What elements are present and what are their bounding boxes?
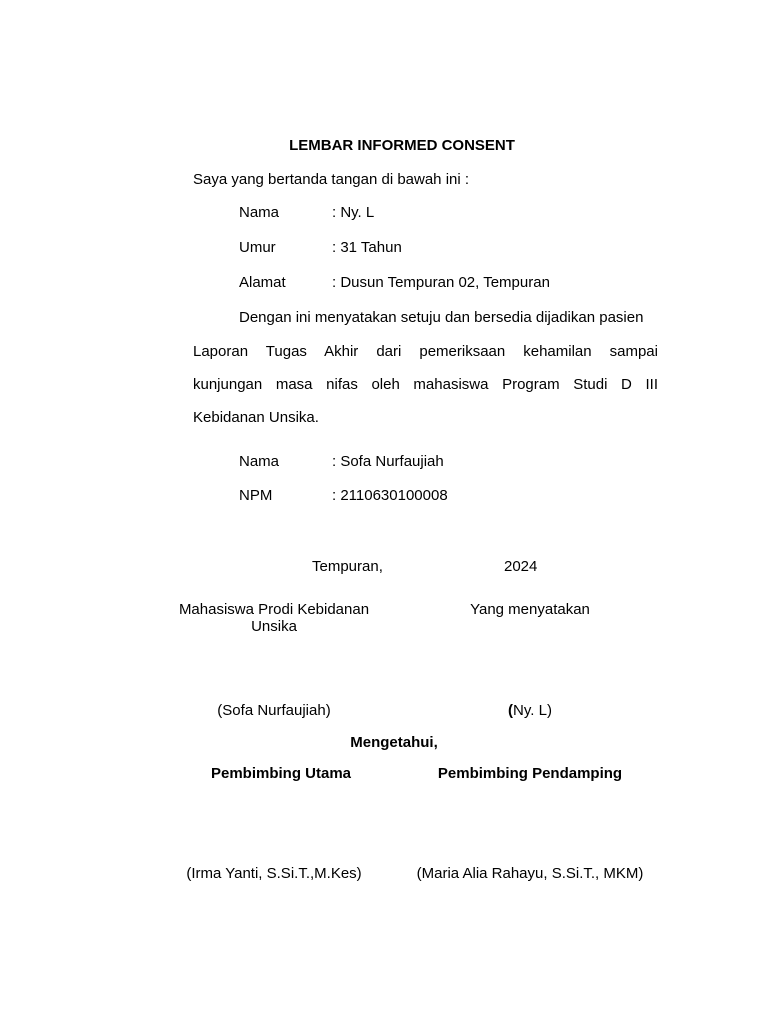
patient-name-value: : Ny. L: [332, 204, 375, 221]
student-name-label: Nama: [239, 453, 280, 470]
patient-name-label: Nama: [239, 204, 280, 221]
patient-role: Yang menyatakan: [470, 601, 590, 618]
patient-age-value: : 31 Tahun: [332, 239, 402, 256]
student-role-line-2: Unsika: [251, 618, 297, 635]
statement-line-1: Dengan ini menyatakan setuju dan bersedia dijadikan pasien: [239, 309, 644, 326]
statement-line-4: Kebidanan Unsika.: [193, 409, 319, 426]
document-title: LEMBAR INFORMED CONSENT: [289, 137, 515, 154]
statement-line-3: kunjungan masa nifas oleh mahasiswa Program Studi D III: [193, 376, 658, 393]
patient-age-label: Umur: [239, 239, 276, 256]
student-name-value: : Sofa Nurfaujiah: [332, 453, 444, 470]
advisor2-title: Pembimbing Pendamping: [437, 765, 623, 782]
advisor1-title: Pembimbing Utama: [210, 765, 352, 782]
patient-address-label: Alamat: [239, 274, 286, 291]
place-text: Tempuran,: [312, 558, 383, 575]
year-text: 2024: [504, 558, 538, 575]
approval-heading: Mengetahui,: [350, 734, 438, 751]
patient-address-value: : Dusun Tempuran 02, Tempuran: [332, 274, 550, 291]
student-signature-name: (Sofa Nurfaujiah): [217, 702, 331, 719]
patient-signature-name: [508, 702, 552, 720]
advisor1-name: (Irma Yanti, S.Si.T.,M.Kes): [186, 865, 362, 882]
student-npm-value: : 2110630100008: [332, 487, 448, 504]
intro-text: Saya yang bertanda tangan di bawah ini :: [193, 171, 470, 188]
student-role-line-1: Mahasiswa Prodi Kebidanan: [178, 601, 370, 618]
patient-signature-text: Ny. L): [513, 702, 552, 719]
statement-line-2: Laporan Tugas Akhir dari pemeriksaan kehamilan sampai: [193, 343, 658, 360]
advisor2-name: (Maria Alia Rahayu, S.Si.T., MKM): [416, 865, 644, 882]
open-paren: (: [508, 702, 514, 719]
student-npm-label: NPM: [239, 487, 273, 504]
